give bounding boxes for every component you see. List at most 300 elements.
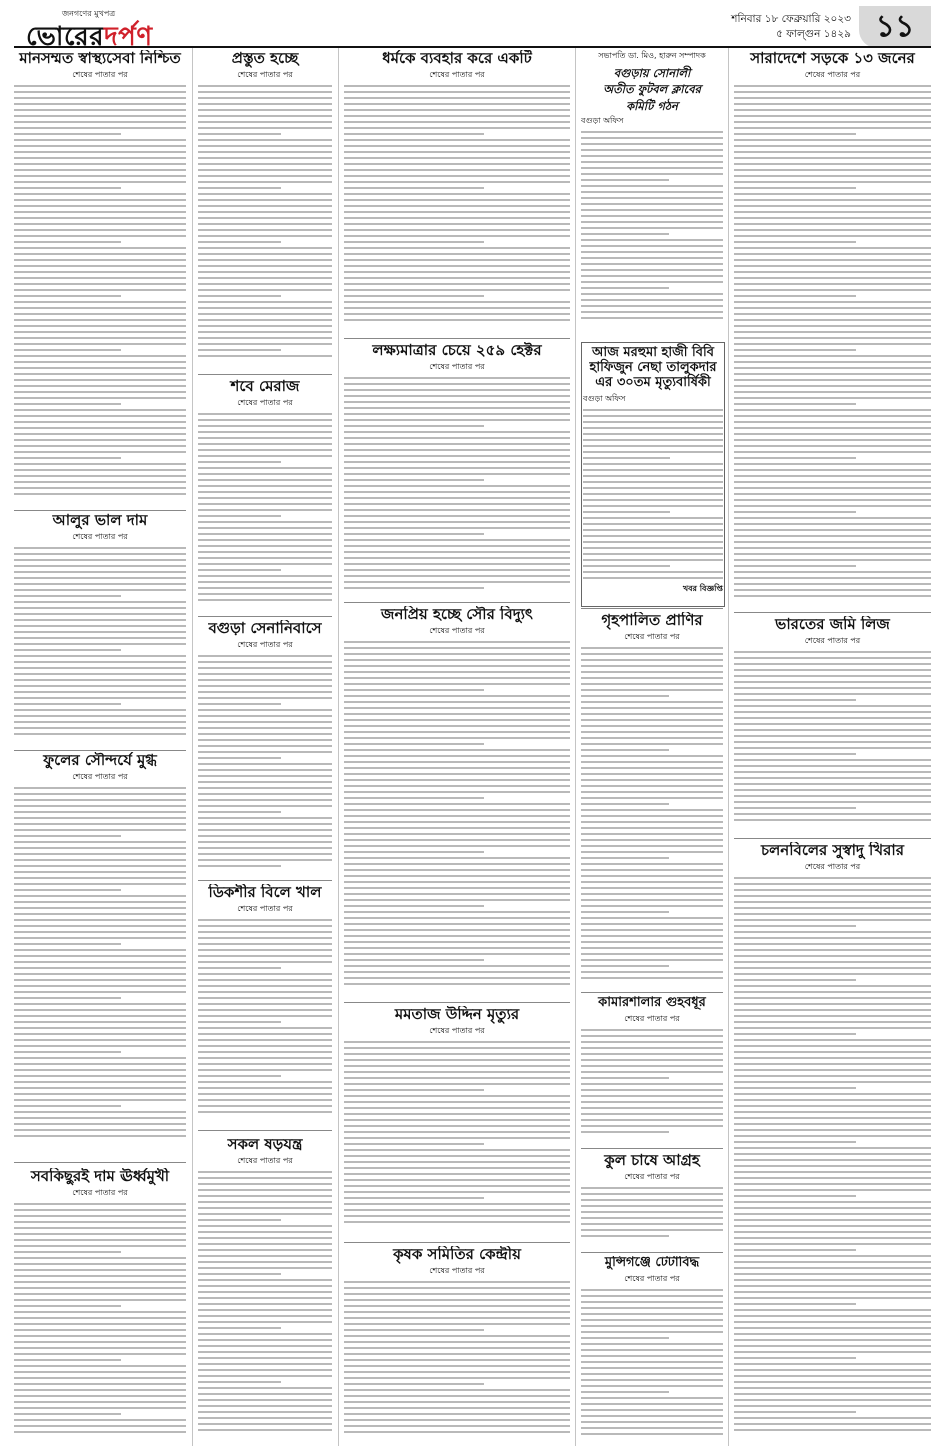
text-line (14, 895, 186, 897)
text-line (734, 1405, 931, 1407)
text-line (734, 169, 931, 171)
text-line (198, 223, 332, 225)
text-line (581, 767, 723, 769)
headline: সারাদেশে সড়কে ১৩ জনের (750, 50, 915, 67)
text-line (734, 1165, 931, 1167)
text-line (344, 1113, 570, 1115)
text-line (581, 1107, 723, 1109)
text-line (198, 425, 332, 427)
text-line (14, 283, 186, 285)
text-line (344, 881, 570, 883)
text-line (14, 457, 121, 459)
text-line (581, 167, 723, 169)
headline: প্রস্তুত হচ্ছে (231, 50, 299, 67)
text-line (734, 1171, 931, 1173)
text-line (344, 713, 570, 715)
text-line (344, 1281, 570, 1283)
text-line (198, 1219, 281, 1221)
text-line (734, 145, 931, 147)
text-line (344, 491, 570, 493)
article-body (344, 1041, 570, 1223)
text-line (198, 1003, 332, 1005)
text-line (198, 781, 332, 783)
text-line (198, 1069, 332, 1071)
text-line (581, 1403, 723, 1405)
text-line (198, 1285, 332, 1287)
text-line (581, 227, 723, 229)
text-line (734, 1021, 931, 1023)
text-line (344, 737, 570, 739)
text-line (14, 1051, 121, 1053)
text-line (344, 1287, 570, 1289)
text-line (344, 169, 570, 171)
text-line (198, 109, 332, 111)
text-line (14, 1027, 186, 1029)
text-line (198, 277, 332, 279)
text-line (734, 499, 931, 501)
article-conspiracy (198, 1136, 332, 1446)
text-line (14, 211, 186, 213)
text-line (734, 511, 856, 513)
text-line (344, 827, 570, 829)
text-line (734, 1345, 931, 1347)
text-line (581, 1041, 723, 1043)
text-line (581, 1035, 723, 1037)
text-line (198, 1297, 332, 1299)
text-line (581, 809, 723, 811)
story-separator (344, 1242, 570, 1243)
text-line (344, 773, 570, 775)
text-line (198, 1375, 332, 1377)
text-line (344, 959, 484, 961)
text-line (198, 1189, 332, 1191)
text-line (344, 869, 570, 871)
text-line (734, 783, 931, 785)
text-line (734, 283, 931, 285)
text-line (198, 757, 281, 759)
text-line (14, 1039, 186, 1041)
text-line (734, 1303, 856, 1305)
text-line (198, 509, 332, 511)
text-line (583, 415, 723, 417)
text-line (581, 191, 723, 193)
text-line (734, 319, 931, 321)
text-line (344, 1407, 570, 1409)
text-line (14, 925, 186, 927)
text-line (344, 809, 570, 811)
text-line (198, 419, 332, 421)
text-line (14, 1293, 186, 1295)
text-line (198, 133, 281, 135)
text-line (734, 247, 931, 249)
text-line (198, 97, 332, 99)
text-line (583, 517, 723, 519)
text-line (734, 1429, 931, 1431)
text-line (14, 1389, 186, 1391)
text-line (344, 307, 570, 309)
text-line (14, 589, 186, 591)
text-line (344, 1383, 484, 1385)
text-line (198, 1201, 332, 1203)
text-line (581, 305, 723, 307)
text-line (198, 763, 332, 765)
text-line (581, 695, 669, 697)
text-line (344, 163, 570, 165)
text-line (734, 1063, 931, 1065)
story-separator (581, 1148, 723, 1149)
text-line (198, 253, 332, 255)
date-gregorian: শনিবার ১৮ ফেব্রুয়ারি ২০২৩ (731, 13, 851, 25)
masthead (14, 6, 931, 50)
text-line (198, 1405, 332, 1407)
text-line (734, 265, 931, 267)
text-line (198, 449, 332, 451)
text-line (734, 961, 931, 963)
text-line (14, 1251, 121, 1253)
text-line (734, 711, 931, 713)
text-line (14, 1105, 121, 1107)
kicker: শেষের পাতার পর (72, 532, 128, 542)
text-line (734, 97, 931, 99)
text-line (734, 427, 931, 429)
headline: সবকিছুরই দাম ঊর্ধ্বমুখী (30, 1168, 170, 1185)
text-line (581, 1385, 723, 1387)
text-line (734, 687, 931, 689)
text-line (344, 389, 570, 391)
text-line (198, 1183, 332, 1185)
text-line (734, 397, 931, 399)
text-line (581, 659, 723, 661)
text-line (198, 169, 332, 171)
text-line (583, 439, 723, 441)
text-line (198, 1213, 332, 1215)
text-line (581, 173, 723, 175)
text-line (734, 277, 931, 279)
text-line (344, 139, 570, 141)
text-line (14, 1003, 186, 1005)
text-line (198, 865, 281, 867)
text-line (734, 1201, 931, 1203)
text-line (581, 899, 723, 901)
text-line (198, 355, 332, 357)
article-blacksmith (581, 996, 723, 1146)
text-line (198, 667, 332, 669)
text-line (581, 137, 723, 139)
text-line (198, 599, 332, 601)
text-line (581, 299, 723, 301)
text-line (581, 911, 669, 913)
text-line (344, 701, 570, 703)
text-line (344, 851, 484, 853)
headline: মানসম্মত স্বাস্থ্যসেবা নিশ্চিত (19, 50, 181, 67)
text-line (344, 1107, 570, 1109)
text-line (198, 937, 332, 939)
text-line (734, 301, 931, 303)
text-line (14, 901, 186, 903)
text-line (734, 1141, 856, 1143)
text-line (14, 121, 186, 123)
text-line (734, 1087, 856, 1089)
text-line (14, 421, 186, 423)
text-line (734, 1375, 931, 1377)
text-line (734, 937, 931, 939)
text-line (734, 475, 931, 477)
article-anniversary (581, 342, 725, 607)
text-line (344, 253, 570, 255)
headline: মমতাজ উদ্দিন মৃত্যুর (394, 1006, 520, 1023)
text-line (14, 553, 186, 555)
text-line (198, 187, 281, 189)
text-line (14, 1117, 186, 1119)
text-line (344, 587, 484, 589)
text-line (734, 1399, 931, 1401)
text-line (734, 481, 931, 483)
text-line (198, 1177, 332, 1179)
text-line (198, 1351, 332, 1353)
text-line (344, 431, 570, 433)
text-line (581, 197, 723, 199)
text-line (734, 1219, 931, 1221)
text-line (581, 881, 723, 883)
text-line (581, 863, 723, 865)
article-health (14, 50, 186, 510)
text-line (198, 193, 332, 195)
article-body (734, 877, 931, 1431)
text-line (344, 1299, 570, 1301)
text-line (581, 1131, 669, 1133)
text-line (344, 145, 570, 147)
text-line (734, 729, 931, 731)
text-line (734, 693, 931, 695)
text-line (581, 1295, 723, 1297)
text-line (198, 715, 332, 717)
text-line (581, 719, 723, 721)
text-line (344, 265, 570, 267)
text-line (344, 1095, 570, 1097)
text-line (14, 145, 186, 147)
article-body (344, 377, 570, 589)
text-line (198, 973, 332, 975)
text-line (581, 1391, 669, 1393)
text-line (734, 313, 931, 315)
text-line (198, 1063, 332, 1065)
text-line (581, 1059, 723, 1061)
text-line (198, 563, 332, 565)
text-line (734, 1267, 931, 1269)
text-line (734, 1393, 931, 1395)
text-line (344, 917, 570, 919)
text-line (583, 427, 723, 429)
text-line (344, 1059, 570, 1061)
text-line (344, 235, 570, 237)
text-line (734, 1081, 931, 1083)
text-line (734, 505, 931, 507)
text-line (344, 271, 570, 273)
text-line (734, 493, 931, 495)
article-body (581, 1289, 723, 1435)
text-line (198, 1225, 332, 1227)
text-line (14, 193, 186, 195)
kicker: শেষের পাতার পর (804, 636, 861, 646)
text-line (734, 1093, 931, 1095)
text-line (734, 577, 931, 579)
text-line (14, 1335, 186, 1337)
text-line (14, 829, 186, 831)
text-line (14, 415, 186, 417)
text-line (581, 1331, 723, 1333)
text-line (14, 805, 186, 807)
text-line (198, 997, 332, 999)
text-line (344, 1419, 570, 1421)
text-line (198, 229, 332, 231)
text-line (581, 1235, 669, 1237)
text-line (734, 163, 931, 165)
text-line (734, 1117, 931, 1119)
text-line (344, 821, 570, 823)
article-mamtaz (344, 1006, 570, 1238)
text-line (344, 217, 570, 219)
text-line (344, 863, 570, 865)
text-line (344, 211, 570, 213)
kicker: শেষের পাতার পর (804, 70, 861, 80)
text-line (14, 565, 186, 567)
text-line (581, 1349, 723, 1351)
text-line (198, 127, 332, 129)
text-line (344, 665, 570, 667)
article-body (198, 1171, 332, 1431)
text-line (734, 445, 931, 447)
text-line (14, 1203, 186, 1205)
text-line (14, 1353, 186, 1355)
text-line (198, 271, 332, 273)
text-line (581, 1319, 723, 1321)
text-line (734, 1327, 931, 1329)
text-line (14, 1269, 186, 1271)
text-line (344, 1371, 570, 1373)
article-prices (14, 1168, 186, 1446)
kicker: শেষের পাতার পর (429, 1266, 485, 1276)
text-line (198, 739, 332, 741)
text-line (198, 349, 281, 351)
text-line (198, 587, 332, 589)
text-line (198, 491, 332, 493)
text-line (734, 883, 931, 885)
text-line (198, 1231, 332, 1233)
text-line (583, 559, 723, 561)
text-line (581, 653, 723, 655)
story-separator (344, 602, 570, 603)
text-line (581, 941, 723, 943)
story-separator (14, 1162, 186, 1163)
text-line (14, 1057, 186, 1059)
text-line (198, 1291, 332, 1293)
text-line (198, 925, 332, 927)
text-line (344, 785, 570, 787)
text-line (734, 723, 931, 725)
text-line (581, 923, 723, 925)
text-line (581, 935, 723, 937)
text-line (344, 575, 570, 577)
text-line (14, 319, 186, 321)
text-line (583, 433, 723, 435)
text-line (198, 551, 332, 553)
text-line (344, 479, 484, 481)
text-line (198, 337, 332, 339)
text-line (14, 631, 186, 633)
text-line (581, 1325, 723, 1327)
text-line (581, 143, 723, 145)
text-line (14, 139, 186, 141)
text-line (344, 899, 570, 901)
text-line (734, 1003, 931, 1005)
text-line (734, 1099, 931, 1101)
text-line (198, 413, 332, 415)
article-body (344, 1281, 570, 1433)
text-line (198, 575, 332, 577)
text-line (734, 547, 931, 549)
text-line (583, 445, 723, 447)
text-line (344, 725, 570, 727)
headline: শবে মেরাজ (230, 378, 300, 395)
text-line (14, 445, 186, 447)
article-body (198, 413, 332, 601)
article-body (734, 85, 931, 597)
text-line (581, 287, 669, 289)
text-line (198, 1321, 332, 1323)
text-line (734, 913, 931, 915)
text-line (734, 895, 931, 897)
text-line (198, 1417, 332, 1419)
text-line (581, 773, 723, 775)
text-line (581, 1223, 723, 1225)
text-line (734, 985, 931, 987)
text-line (14, 733, 186, 735)
text-line (14, 247, 186, 249)
text-line (344, 467, 570, 469)
text-line (198, 1393, 332, 1395)
text-line (344, 175, 570, 177)
text-line (734, 559, 931, 561)
text-line (344, 1317, 570, 1319)
text-line (344, 223, 570, 225)
text-line (344, 1131, 570, 1133)
text-line (734, 1177, 931, 1179)
text-line (734, 157, 931, 159)
text-line (734, 919, 931, 921)
masthead-rule (14, 46, 931, 48)
text-line (581, 671, 723, 673)
text-line (734, 1075, 931, 1077)
text-line (344, 1215, 570, 1217)
text-line (14, 619, 186, 621)
text-line (14, 1209, 186, 1211)
text-line (344, 229, 570, 231)
text-line (14, 265, 186, 267)
text-line (14, 343, 186, 345)
headline-line-3: কমিটি গঠন (626, 98, 678, 113)
text-line (198, 727, 332, 729)
text-line (581, 1211, 723, 1213)
text-line (198, 931, 332, 933)
text-line (734, 205, 931, 207)
text-line (344, 241, 484, 243)
text-line (734, 121, 931, 123)
text-line (734, 1027, 931, 1029)
text-line (344, 1125, 570, 1127)
text-line (14, 391, 186, 393)
text-line (198, 283, 332, 285)
kicker: শেষের পাতার পর (237, 904, 293, 914)
